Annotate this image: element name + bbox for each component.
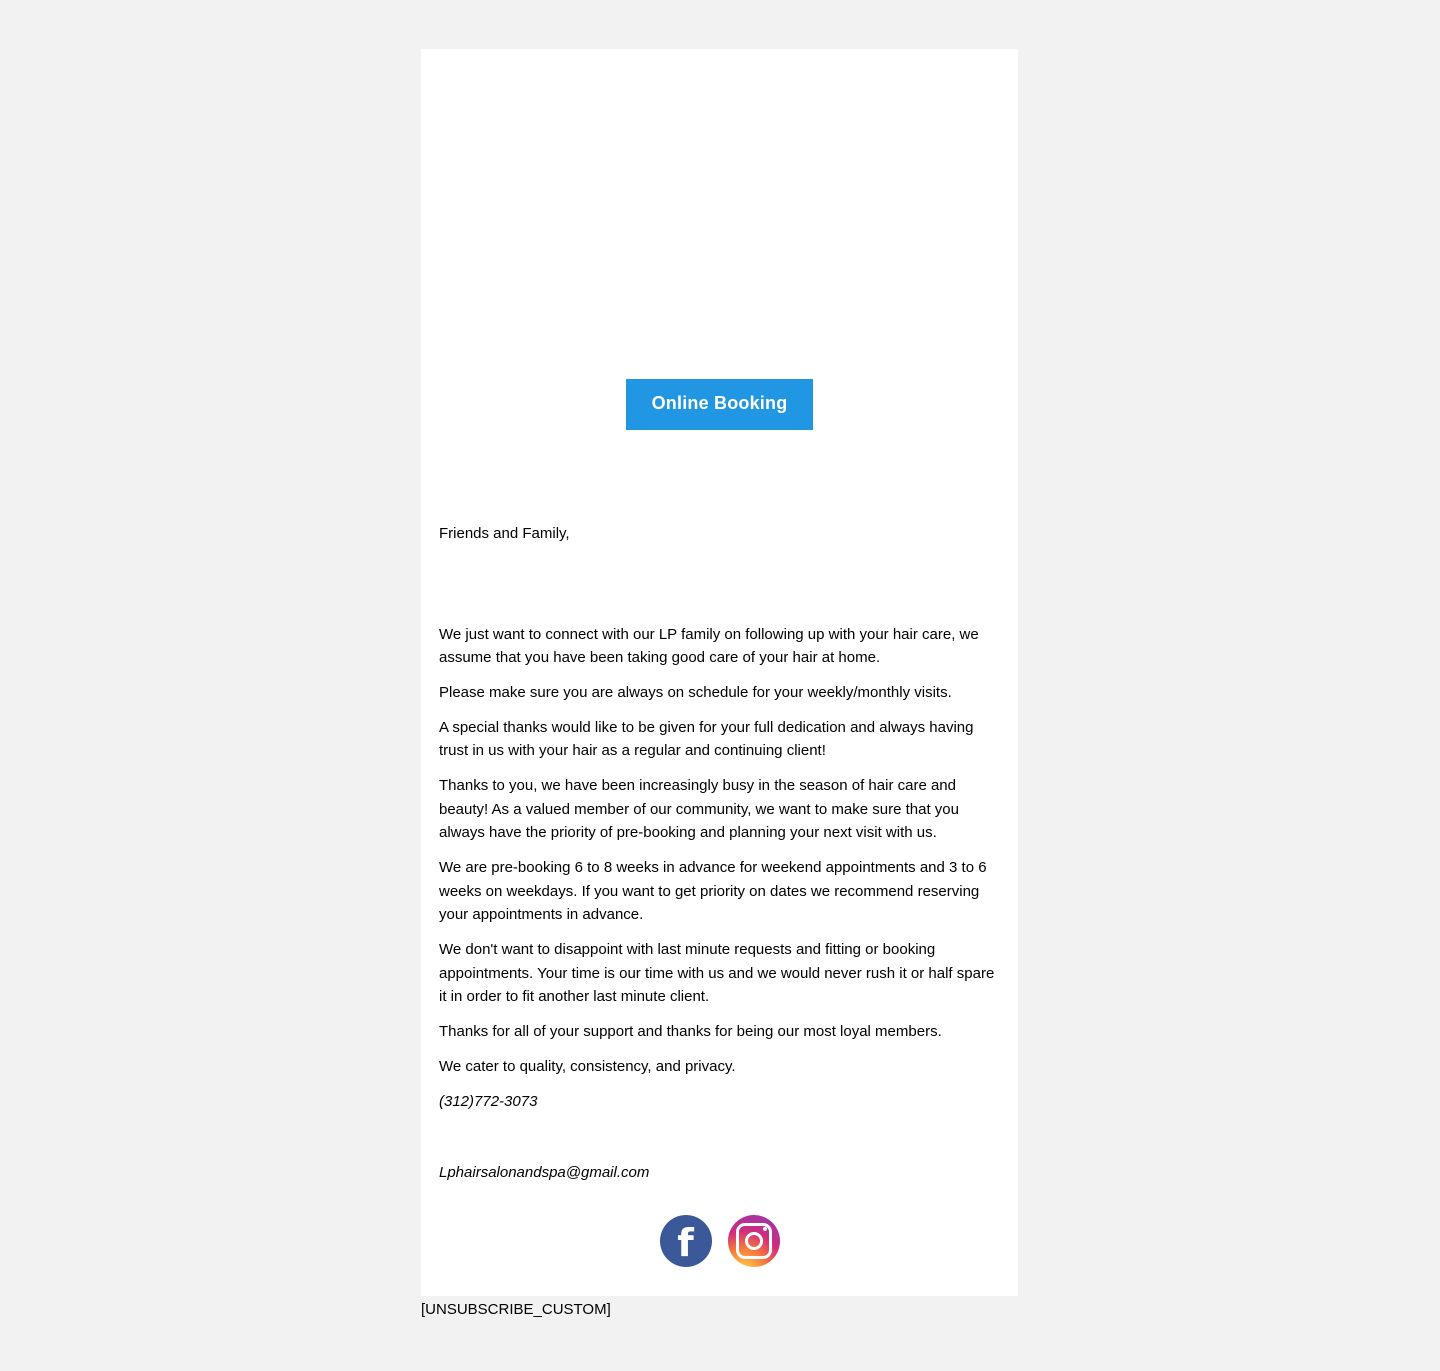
facebook-icon[interactable] xyxy=(660,1215,712,1267)
email-text-region xyxy=(421,523,1018,1267)
contact-email[interactable]: Lphairsalonandspa@gmail.com xyxy=(439,1164,650,1182)
paragraph-1: We just want to connect with our LP family on following up with your hair care, we assume that you have been taking good care of your hair at home. xyxy=(439,625,979,667)
header-image-placeholder xyxy=(421,49,1018,379)
paragraph-4: Thanks to you, we have been increasingly busy in the season of hair care and beauty! As a valued member of our community, we want to make sure that you always have the priority of pre-booking and planning your next visit with us. xyxy=(439,776,959,842)
paragraph-6: We don't want to disappoint with last minute requests and fitting or booking appointments. Your time is our time with us and we would never rush it or half spare it in order to fit another last minute client. xyxy=(439,941,995,1006)
paragraph-5: We are pre-booking 6 to 8 weeks in advance for weekend appointments and 3 to 6 weeks on weekdays. If you want to get priority on dates we recommend reserving your appointments in advance. xyxy=(439,859,987,924)
paragraph-3: A special thanks would like to be given for your full dedication and always having trust in us with your hair as a regular and continuing client! xyxy=(439,718,974,760)
facebook-glyph: f xyxy=(677,1220,694,1265)
online-booking-cta-container xyxy=(421,379,1018,430)
paragraph-8: We cater to quality, consistency, and privacy. xyxy=(439,1057,736,1075)
greeting-text: Friends and Family, xyxy=(439,524,570,542)
unsubscribe-link[interactable]: [UNSUBSCRIBE_CUSTOM] xyxy=(421,1301,611,1318)
instagram-icon[interactable] xyxy=(728,1215,780,1267)
phone-number: (312)772-3073 xyxy=(439,1092,538,1110)
paragraph-2: Please make sure you are always on schedule for your weekly/monthly visits. xyxy=(439,683,952,701)
online-booking-button[interactable]: Online Booking xyxy=(626,379,814,430)
paragraph-block xyxy=(439,623,1000,1079)
instagram-glyph xyxy=(736,1223,772,1259)
social-links xyxy=(439,1215,1000,1267)
email-body-card xyxy=(421,49,1018,1296)
paragraph-7: Thanks for all of your support and thanks for being our most loyal members. xyxy=(439,1023,942,1041)
